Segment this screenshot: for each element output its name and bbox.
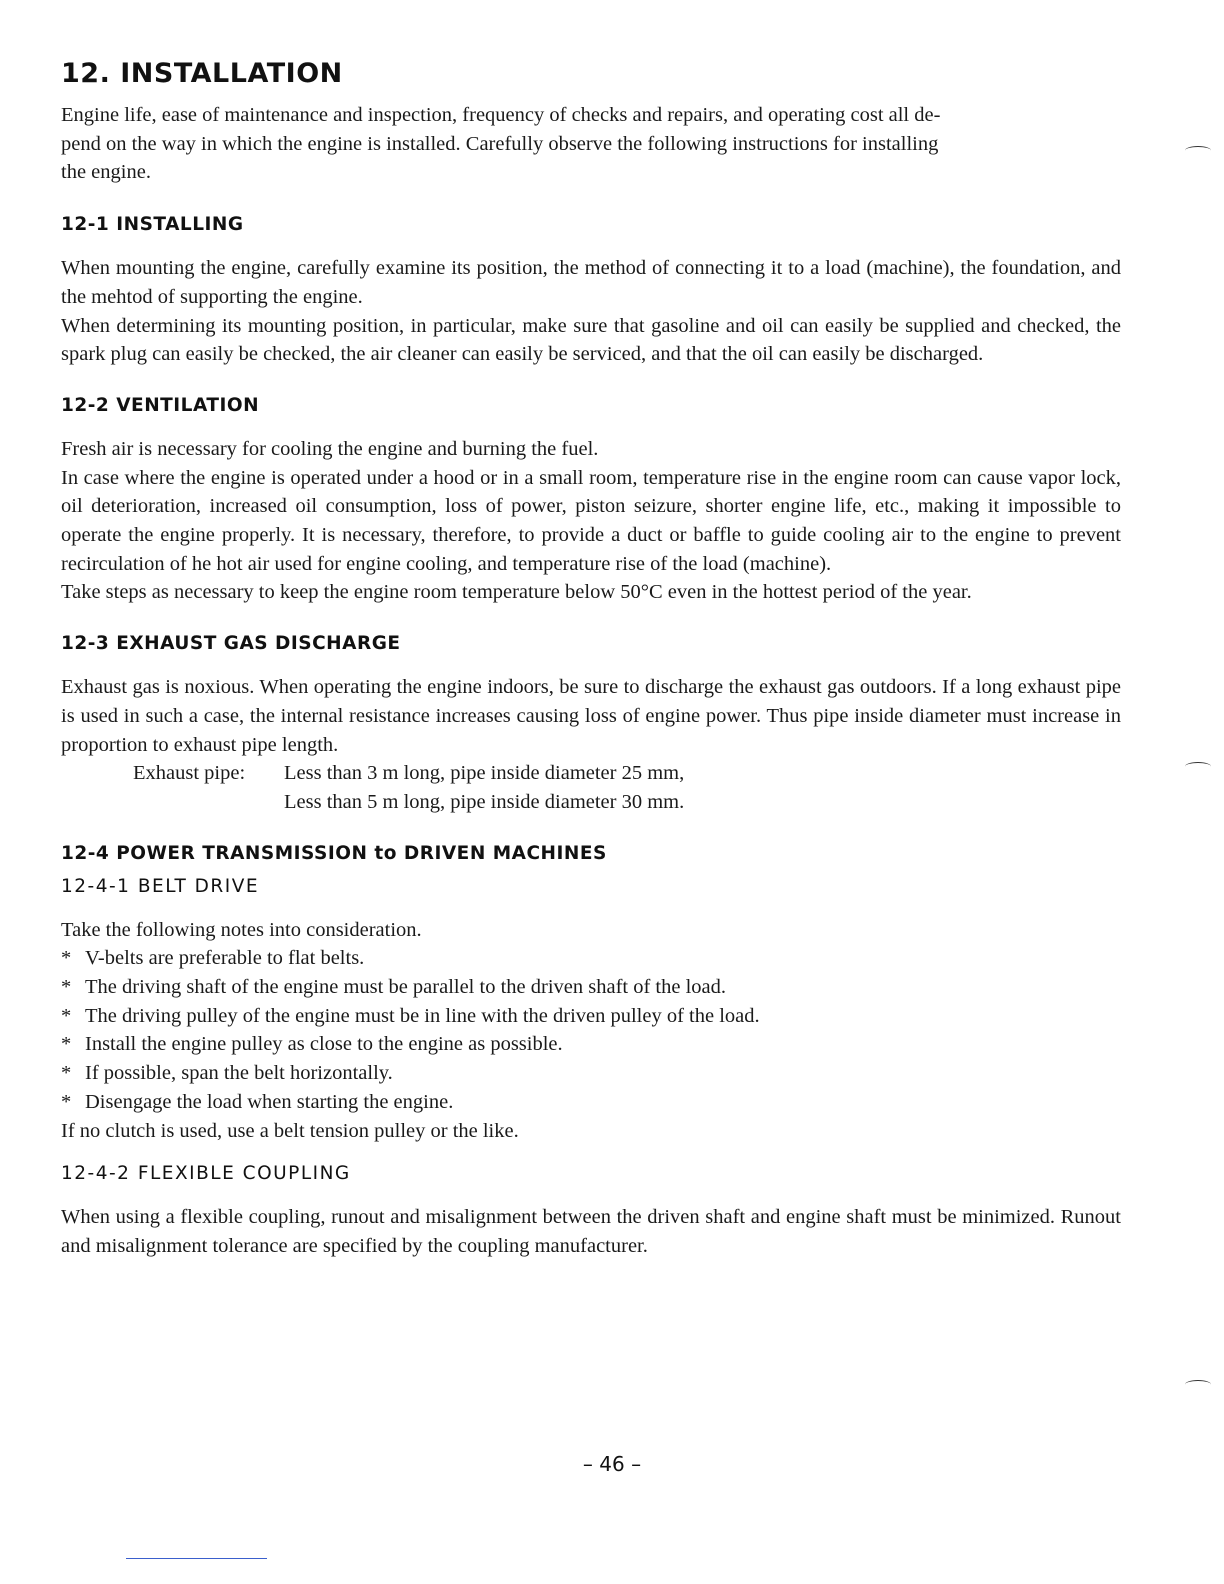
belt-notes-list [61,944,1121,1116]
subsection-heading-flexible-coupling: 12-4-2 FLEXIBLE COUPLING [61,1163,351,1185]
belt-outro: If no clutch is used, use a belt tension pulley or the like. [61,1119,519,1142]
bullet-star: * [61,947,72,970]
bullet-star: * [61,1090,72,1113]
list-item: * If possible, span the belt horizontally. [61,1059,1121,1088]
margin-mark [1185,1380,1211,1389]
installing-paragraph-2: When determining its mounting position, in particular, make sure that gasoline and oil can easily be supplied and checked, the spark plug can easily be checked, the air cleaner can easily be serviced, and that the oil can easily be discharged. [61,314,1121,366]
list-item: * Disengage the load when starting the engine. [61,1088,1121,1117]
margin-mark [1185,146,1211,155]
bullet-star: * [61,1062,72,1085]
section-heading-ventilation: 12-2 VENTILATION [61,394,260,416]
intro-line: Engine life, ease of maintenance and inspection, frequency of checks and repairs, and operating cost all de- [61,104,941,126]
list-item: * Install the engine pulley as close to the engine as possible. [61,1030,1121,1059]
ventilation-paragraph-2: In case where the engine is operated under a hood or in a small room, temperature rise in the engine room can cause vapor lock, oil deterioration, increased oil consumption, loss of power, piston seizure, shorter engine life, etc., making it impossible to operate the engine properly. It is necessary, therefore, to provide a duct or baffle to guide cooling air to the engine to prevent recirculation of he hot air used for engine cooling, and temperature rise of the load (machine). [61,466,1121,575]
list-item: * The driving shaft of the engine must be parallel to the driven shaft of the load. [61,973,1121,1002]
subsection-heading-belt-drive: 12-4-1 BELT DRIVE [61,875,260,897]
bullet-star: * [61,1004,72,1027]
list-item: * The driving pulley of the engine must be in line with the driven pulley of the load. [61,1002,1121,1031]
exhaust-pipe-label: Exhaust pipe: [133,762,246,785]
exhaust-row-1-value: Less than 3 m long, pipe inside diameter 25 mm, [284,762,685,785]
exhaust-paragraph: Exhaust gas is noxious. When operating the engine indoors, be sure to discharge the exhaust gas outdoors. If a long exhaust pipe is used in such a case, the internal resistance increases causing loss of engine power. Thus pipe inside diameter must increase in proportion to exhaust pipe length. [61,676,1121,756]
bullet-star: * [61,1033,72,1056]
bottom-rule [126,1558,267,1559]
intro-line: the engine. [61,161,151,184]
section-heading-installing: 12-1 INSTALLING [61,214,244,236]
exhaust-row-1 [133,759,1121,788]
page-title: 12. INSTALLATION [61,58,343,89]
ventilation-paragraph-3: Take steps as necessary to keep the engine room temperature below 50°C even in the hottest period of the year. [61,581,972,604]
page-number: – 46 – [582,1452,642,1476]
intro-line: pend on the way in which the engine is installed. Carefully observe the following instructions for installing [61,132,939,155]
section-heading-power-transmission: 12-4 POWER TRANSMISSION to DRIVEN MACHINES [61,842,607,864]
section-heading-exhaust: 12-3 EXHAUST GAS DISCHARGE [61,633,401,655]
installing-paragraph-1: When mounting the engine, carefully examine its position, the method of connecting it to a load (machine), the foundation, and the mehtod of supporting the engine. [61,257,1121,308]
belt-intro: Take the following notes into consideration. [61,918,422,941]
exhaust-pipe-table [133,759,1121,816]
exhaust-row-2 [133,788,1121,817]
ventilation-paragraph-1: Fresh air is necessary for cooling the engine and burning the fuel. [61,437,599,460]
list-item: * V-belts are preferable to flat belts. [61,944,1121,973]
margin-mark [1185,762,1211,771]
exhaust-row-2-value: Less than 5 m long, pipe inside diameter 30 mm. [284,790,685,813]
intro-paragraph [61,101,1121,187]
bullet-star: * [61,976,72,999]
document-page [61,58,1121,1261]
coupling-paragraph: When using a flexible coupling, runout and misalignment between the driven shaft and engine shaft must be minimized. Runout and misalignment tolerance are specified by the coupling manufacturer. [61,1206,1121,1257]
